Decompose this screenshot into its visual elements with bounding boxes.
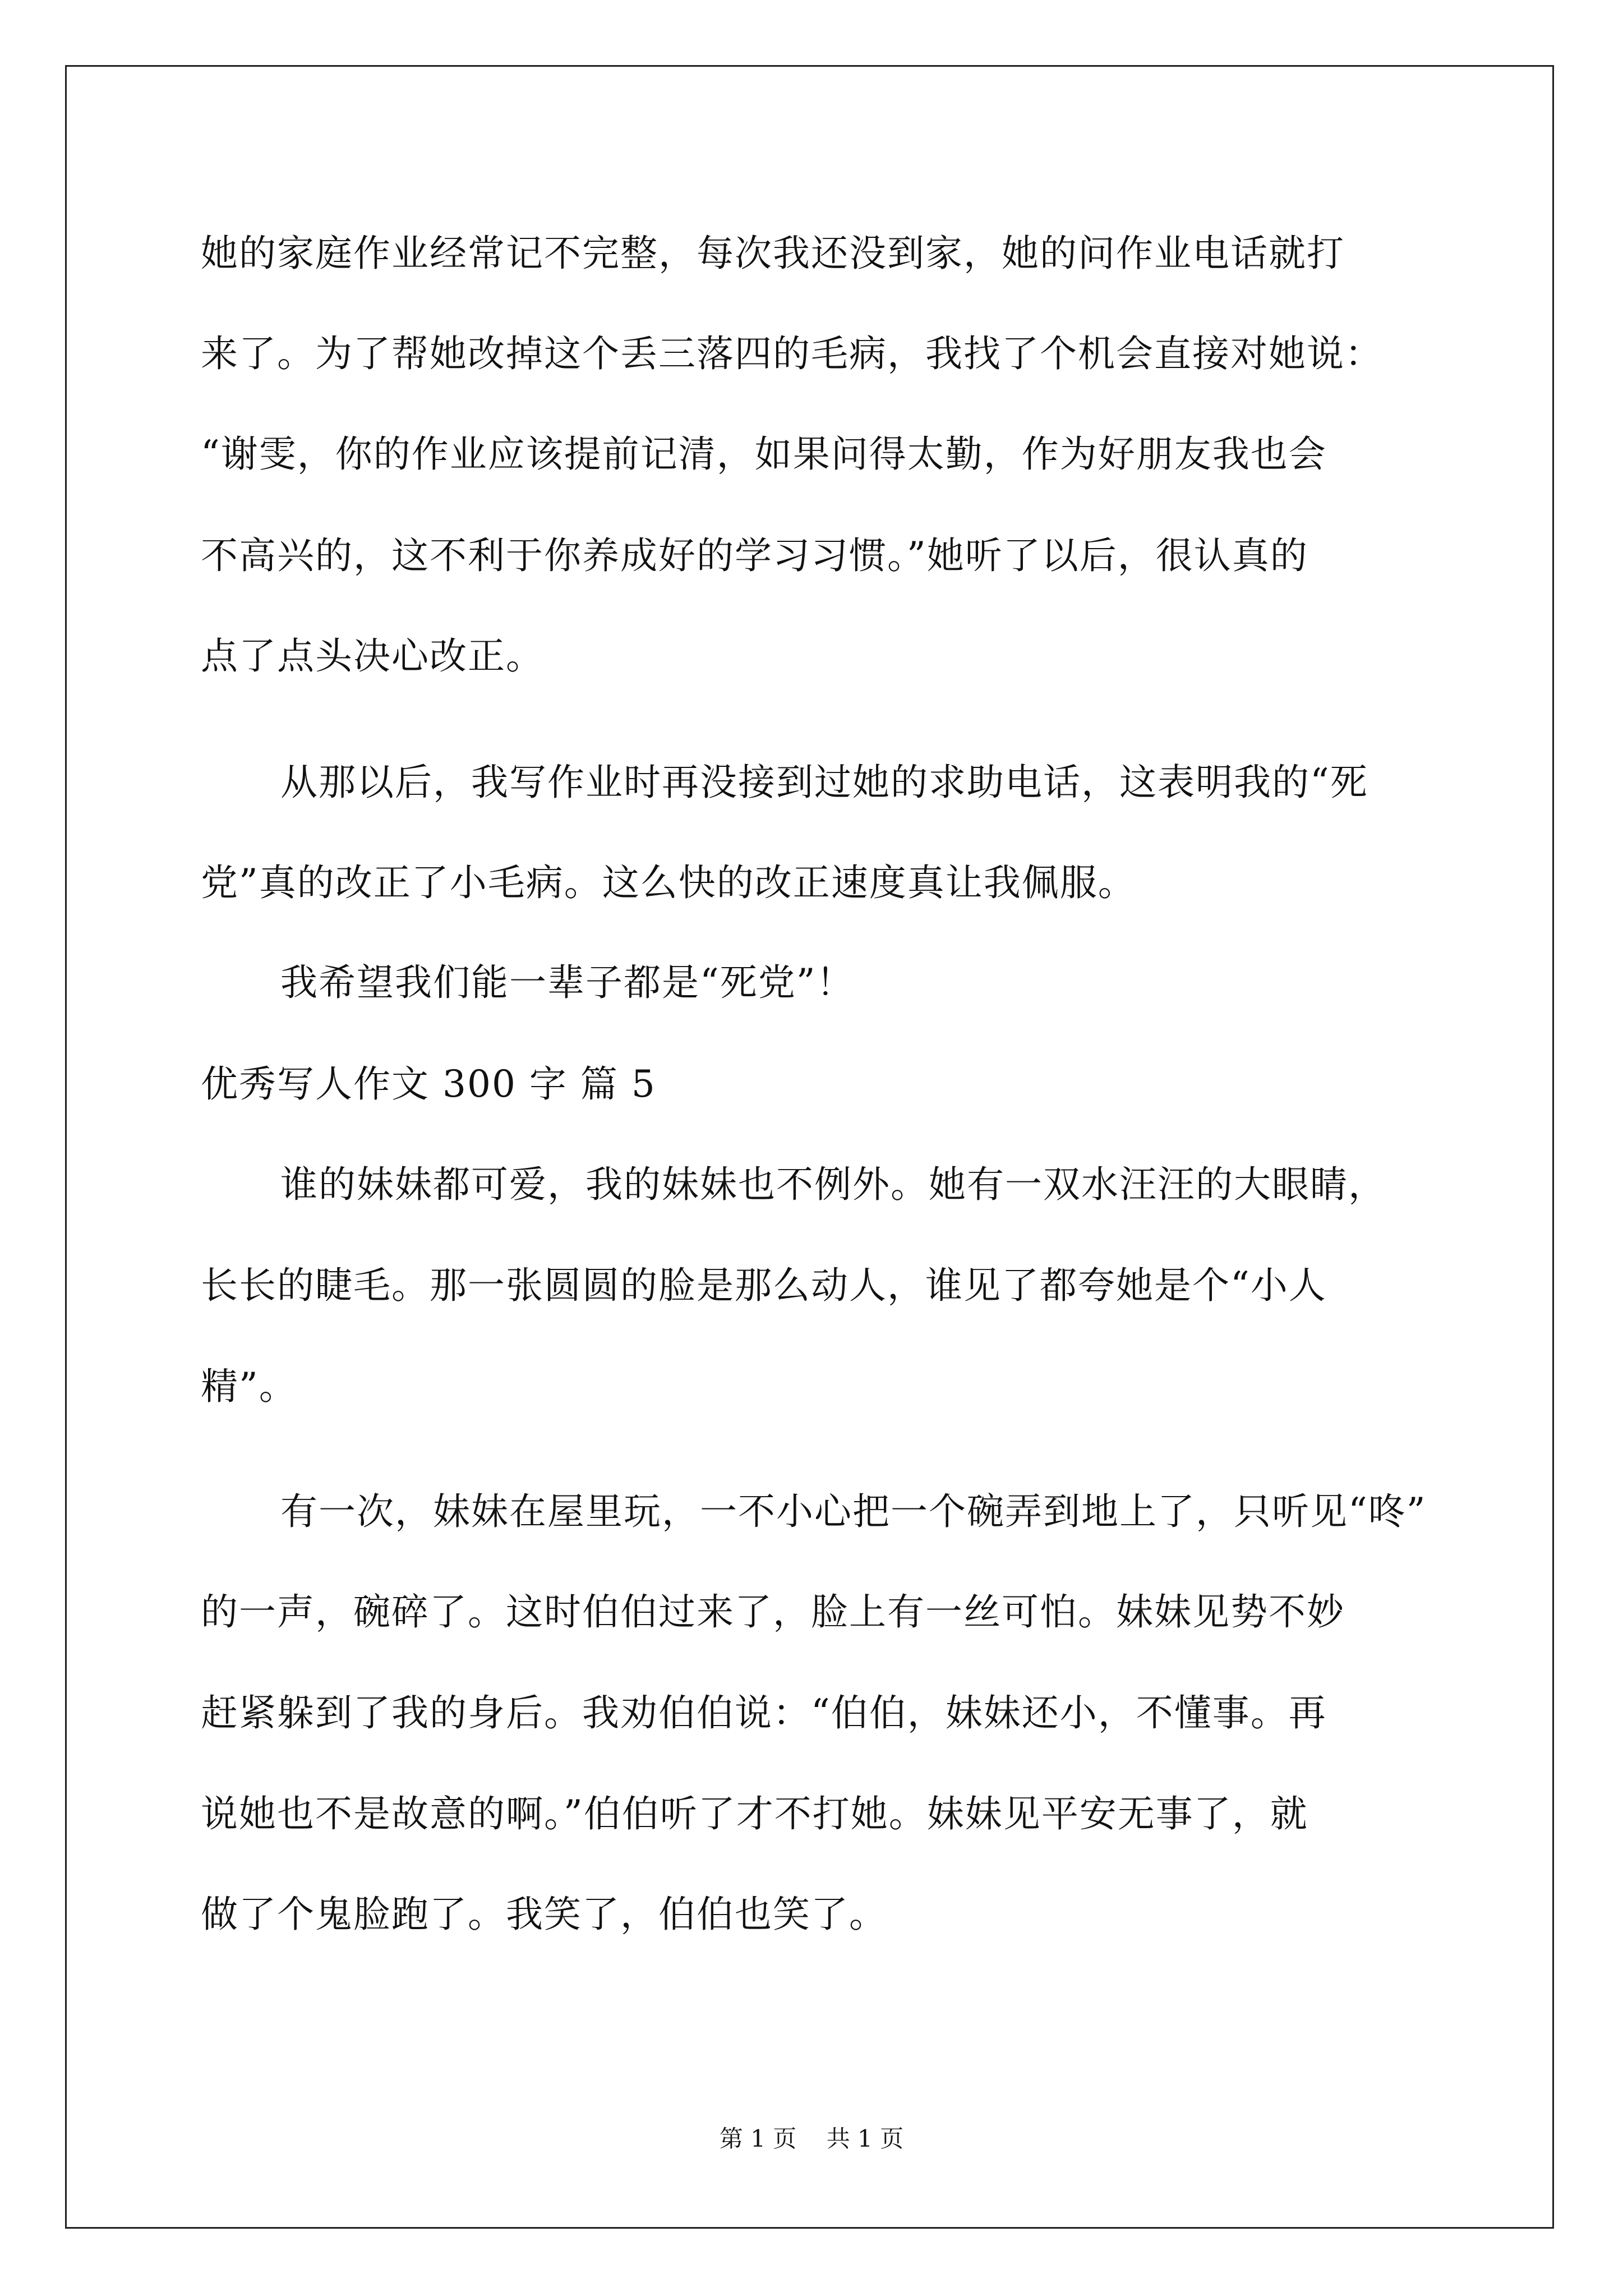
paragraph-line: 做了个鬼脸跑了。我笑了，伯伯也笑了。 bbox=[201, 1893, 887, 1936]
paragraph-line: 党”真的改正了小毛病。这么快的改正速度真让我佩服。 bbox=[201, 861, 1136, 904]
paragraph-line: 的一声，碗碎了。这时伯伯过来了，脸上有一丝可怕。妹妹见势不妙 bbox=[201, 1590, 1345, 1634]
paragraph-line: 有一次，妹妹在屋里玩，一不小心把一个碗弄到地上了，只听见“咚” bbox=[280, 1490, 1427, 1533]
paragraph-line: 谁的妹妹都可爱，我的妹妹也不例外。她有一双水汪汪的大眼睛， bbox=[280, 1163, 1386, 1206]
paragraph-line: 赶紧躲到了我的身后。我劝伯伯说：“伯伯，妹妹还小，不懂事。再 bbox=[201, 1691, 1327, 1734]
paragraph-line: “谢雯，你的作业应该提前记清，如果问得太勤，作为好朋友我也会 bbox=[201, 432, 1327, 476]
section-heading: 优秀写人作文 300 字 篇 5 bbox=[201, 1062, 656, 1106]
paragraph-line: 说她也不是故意的啊。”伯伯听了才不打她。妹妹见平安无事了，就 bbox=[201, 1792, 1308, 1835]
paragraph-line: 来了。为了帮她改掉这个丢三落四的毛病，我找了个机会直接对她说： bbox=[201, 332, 1383, 375]
paragraph-line: 长长的睫毛。那一张圆圆的脸是那么动人，谁见了都夸她是个“小人 bbox=[201, 1264, 1327, 1307]
paragraph-line: 点了点头决心改正。 bbox=[201, 634, 544, 678]
paragraph-line: 我希望我们能一辈子都是“死党”！ bbox=[280, 961, 855, 1004]
paragraph-line: 她的家庭作业经常记不完整，每次我还没到家，她的问作业电话就打 bbox=[201, 232, 1345, 275]
paragraph-line: 精”。 bbox=[201, 1365, 297, 1408]
paragraph-line: 从那以后，我写作业时再没接到过她的求助电话，这表明我的“死 bbox=[280, 761, 1368, 804]
page-footer: 第 1 页 共 1 页 bbox=[719, 2125, 904, 2152]
paragraph-line: 不高兴的，这不利于你养成好的学习习惯。”她听了以后，很认真的 bbox=[201, 534, 1308, 577]
